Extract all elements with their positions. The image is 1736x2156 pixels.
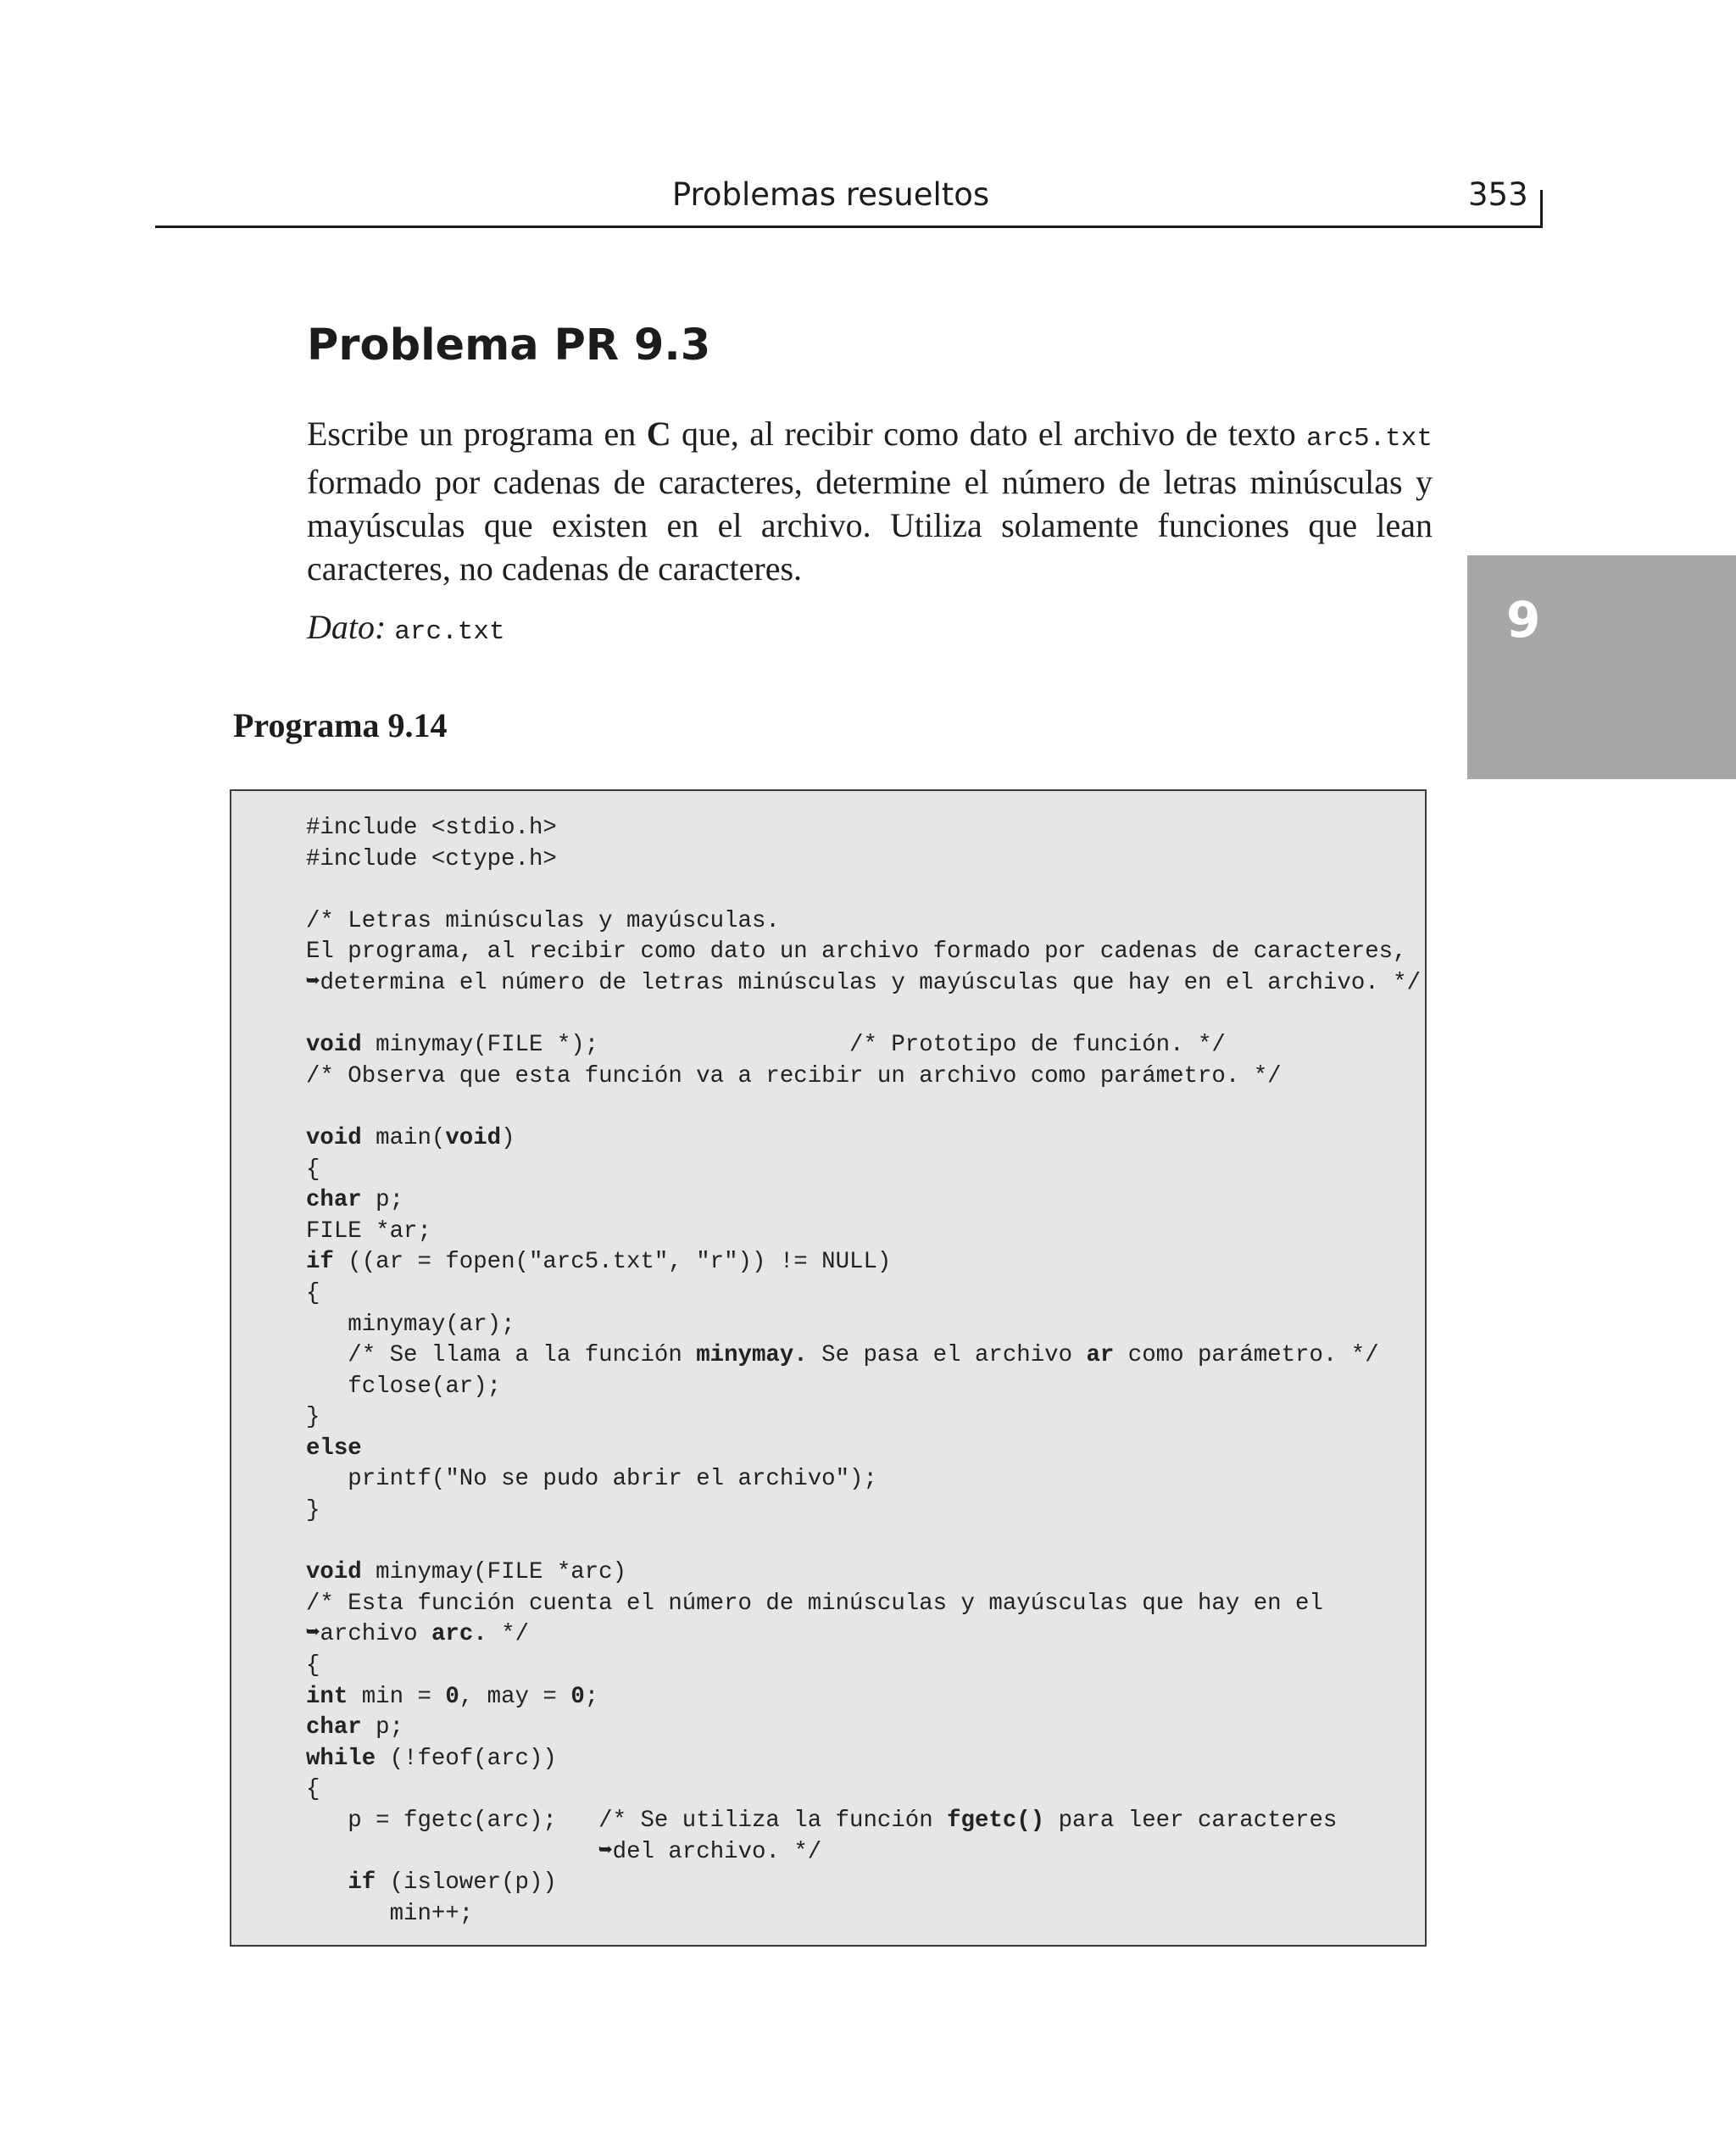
code-line: void main(void) [306,1124,515,1151]
code-line: /* Esta función cuenta el número de minúsculas y mayúsculas que hay en el [306,1590,1323,1617]
header-rule-tick [1540,190,1543,228]
code-line: ➥archivo arc. */ [306,1621,530,1648]
code-line: void minymay(FILE *arc) [306,1559,627,1586]
dato-label: Dato: [307,608,387,646]
dato-line [307,607,505,647]
code-line: printf("No se pudo abrir el archivo"); [306,1466,877,1493]
code-line: if ((ar = fopen("arc5.txt", "r")) != NULL) [306,1249,892,1276]
code-line [306,1092,1421,1123]
code-line: ➥determina el número de letras minúsculas y mayúsculas que hay en el archivo. */ [306,969,1422,996]
header-rule [155,226,1543,228]
code-line: /* Letras minúsculas y mayúsculas. [306,907,780,934]
code-line [306,1000,1421,1031]
chapter-tab [1467,555,1736,779]
code-line: FILE *ar; [306,1217,431,1245]
problem-statement [307,412,1433,590]
chapter-number: 9 [1506,591,1541,649]
program-label: Programa 9.14 [233,706,448,744]
code-line: void minymay(FILE *); /* Prototipo de función. */ [306,1032,1226,1059]
code-line: { [306,1279,320,1306]
code-line: } [306,1404,320,1431]
statement-filename: arc5.txt [1306,424,1433,454]
code-line: int min = 0, may = 0; [306,1683,599,1710]
code-line: El programa, al recibir como dato un archivo formado por cadenas de caracteres, [306,939,1407,966]
statement-language: C [646,415,671,453]
code-line: /* Se llama a la función minymay. Se pasa el archivo ar como parámetro. */ [306,1342,1379,1369]
code-line: fclose(ar); [306,1373,502,1400]
code-listing [230,789,1427,1947]
code-line: char p; [306,1714,404,1741]
code-line: } [306,1497,320,1524]
dato-value: arc.txt [394,617,505,647]
code-line: #include <stdio.h> [306,815,557,841]
code-line: p = fgetc(arc); /* Se utiliza la función fgetc() para leer caracteres [306,1808,1338,1834]
code-line: ➥del archivo. */ [306,1838,822,1865]
code-line: #include <ctype.h> [306,845,557,872]
code-line: char p; [306,1187,404,1214]
statement-text-3: formado por cadenas de caracteres, determine el número de letras minúsculas y mayúsculas que existen en el archivo. Utiliza solamente funciones que lean caracteres, no cadenas de caracteres. [307,463,1433,588]
page-number: 353 [1468,176,1528,213]
problem-title: Problema PR 9.3 [307,320,711,370]
code-line: minymay(ar); [306,1311,515,1338]
code-line: { [306,1156,320,1183]
code-line: min++; [306,1900,474,1927]
code-line [306,1527,1421,1558]
code-line: if (islower(p)) [348,1869,557,1897]
code-line: /* Observa que esta función va a recibir un archivo como parámetro. */ [306,1062,1282,1089]
statement-text-1: Escribe un programa en [307,415,647,453]
code-line: else [306,1435,362,1462]
code-line: { [306,1776,320,1803]
code-line: { [306,1652,320,1680]
statement-text-2: que, al recibir como dato el archivo de texto [670,415,1307,453]
code-lines [306,813,1421,1930]
code-line: while (!feof(arc)) [306,1745,557,1772]
running-header: Problemas resueltos [671,176,990,213]
code-line [306,875,1421,906]
